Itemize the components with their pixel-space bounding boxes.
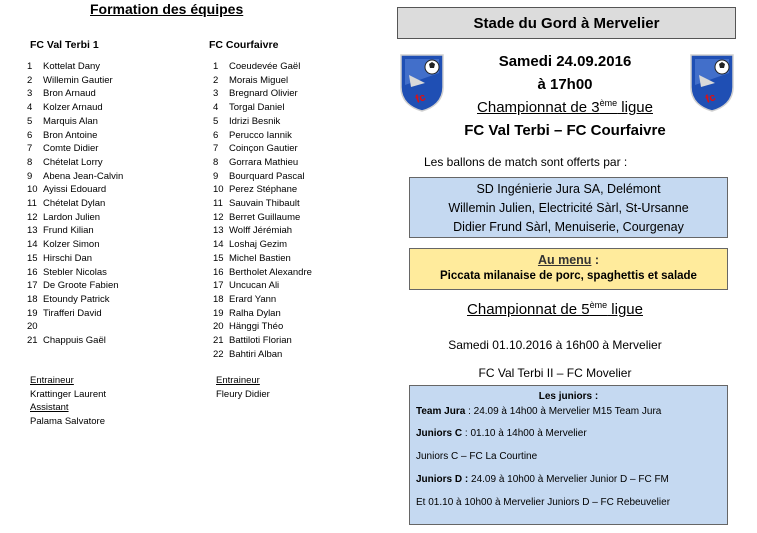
player-row [213,348,383,362]
player-name: Michel Bastien [229,252,291,264]
menu-label: Au menu : [537,253,600,267]
player-name: Chappuis Gaël [43,335,106,347]
player-row [27,115,197,129]
player-name: Stebler Nicolas [43,266,107,278]
player-name: Frund Kilian [43,225,94,237]
player-row [213,183,383,197]
player-row [213,74,383,88]
player-name: Uncucan Ali [229,280,280,292]
player-row [27,129,197,143]
player-number: 3 [213,88,219,100]
juniors-line: Juniors D : 24.09 à 10h00 à Mervelier Junior D – FC FM [416,474,669,485]
player-name: Idrizi Besnik [229,115,281,127]
player-row [27,74,197,88]
player-number: 19 [27,307,38,319]
player-row [27,293,197,307]
match-date: Samedi 24.09.2016 [498,53,632,70]
player-row [213,60,383,74]
juniors-title: Les juniors : [538,391,599,402]
player-row [27,60,197,74]
player-number: 2 [213,74,219,86]
player-number: 18 [213,293,224,305]
player-number: 9 [27,170,33,182]
player-row [213,266,383,280]
player-name: Hänggi Théo [229,321,284,333]
player-name: Lardon Julien [43,211,101,223]
player-name: Chételat Lorry [43,156,103,168]
player-row [27,238,197,252]
player-number: 11 [213,198,223,210]
player-number: 14 [213,239,224,251]
player-number: 11 [27,198,37,210]
player-number: 18 [27,293,38,305]
player-name: Erard Yann [229,293,277,305]
player-number: 4 [27,102,33,114]
player-name: Loshaj Gezim [229,239,288,251]
player-name: Bourquard Pascal [229,170,305,182]
player-name: Wolff Jérémiah [229,225,293,237]
player-name: Abena Jean-Calvin [43,170,124,182]
player-row [213,307,383,321]
player-name: Perez Stéphane [229,184,298,196]
player-name: Ayissi Edouard [43,184,107,196]
team1-roster [27,60,197,348]
player-row [27,156,197,170]
player-name: Kolzer Arnaud [43,102,103,114]
player-name: Hirschi Dan [43,252,93,264]
player-name: Coinçon Gautier [229,143,298,155]
player-number: 17 [213,280,224,292]
player-number: 4 [213,102,219,114]
stadium-header: Stade du Gord à Mervelier [397,7,736,39]
team2-name: FC Courfaivre [209,39,279,51]
juniors-line: Team Jura : 24.09 à 14h00 à Mervelier M15 Team Jura [416,406,662,417]
team2-coach-label: Entraineur [216,375,260,386]
team2-coach: Fleury Didier [216,388,270,400]
player-name: Willemin Gautier [43,74,113,86]
player-number: 7 [27,143,33,155]
menu-box [409,248,728,290]
player-row [213,238,383,252]
player-row [213,87,383,101]
sponsor-item: Willemin Julien, Electricité Sàrl, St-Ursanne [448,201,689,215]
sponsors-box [409,177,728,238]
player-name: Berret Guillaume [229,211,301,223]
player-name: Perucco Iannik [229,129,292,141]
player-name: Bron Antoine [43,129,98,141]
team1-coach: Krattinger Laurent [30,388,107,400]
player-row [213,101,383,115]
player-name: Chételat Dylan [43,198,106,210]
player-name: Etoundy Patrick [43,293,110,305]
player-number: 16 [27,266,38,278]
player-row [27,320,197,334]
player-number: 7 [213,143,219,155]
sponsor-item: Didier Frund Sàrl, Menuiserie, Courgenay [453,220,684,234]
player-name: Battiloti Florian [229,335,292,347]
player-row [27,224,197,238]
player-number: 5 [27,115,33,127]
player-number: 5 [213,115,219,127]
player-number: 1 [213,61,219,72]
player-row [27,211,197,225]
player-row [27,142,197,156]
juniors-box [409,385,728,525]
menu-text: Piccata milanaise de porc, spaghettis et salade [440,270,697,282]
player-name: Comte Didier [43,143,99,155]
team2-roster [213,60,383,361]
team1-coach-label: Entraineur [30,375,74,386]
player-number: 17 [27,280,38,292]
player-number: 15 [213,252,224,264]
team1-assistant: Palama Salvatore [30,415,105,427]
player-number: 19 [213,307,224,319]
player-name: Gorrara Mathieu [229,156,299,168]
player-number: 8 [27,156,33,168]
player-number: 22 [213,348,224,360]
player-row [27,266,197,280]
championship-3-title: Championnat de 3ème ligue [477,98,653,116]
player-row [213,170,383,184]
player-name: De Groote Fabien [43,280,119,292]
player-number: 10 [27,184,38,196]
player-number: 6 [213,129,219,141]
player-row [213,252,383,266]
player-name: Torgal Daniel [229,102,285,114]
player-row [27,197,197,211]
juniors-line: Et 01.10 à 10h00 à Mervelier Juniors D – FC Rebeuvelier [416,497,671,508]
player-number: 12 [213,211,224,223]
championship-5-title: Championnat de 5ème ligue [467,300,643,318]
player-row [27,101,197,115]
next-match-date: Samedi 01.10.2016 à 16h00 à Mervelier [448,338,662,352]
player-name: Kottelat Dany [43,61,101,72]
player-row [27,307,197,321]
player-row [27,170,197,184]
player-row [213,224,383,238]
player-row [27,279,197,293]
club-logo-icon [689,53,735,113]
player-row [213,156,383,170]
player-number: 16 [213,266,224,278]
match-time: à 17h00 [537,76,593,93]
player-number: 13 [27,225,38,237]
player-row [213,320,383,334]
match-teams: FC Val Terbi – FC Courfaivre [464,122,666,139]
player-row [213,211,383,225]
team1-name: FC Val Terbi 1 [30,39,99,51]
svg-text:fc: fc [703,91,718,106]
player-name: Bertholet Alexandre [229,266,312,278]
next-match-teams: FC Val Terbi II – FC Movelier [478,366,632,380]
player-name: Coeudevée Gaël [229,61,301,72]
player-number: 14 [27,239,38,251]
player-row [213,142,383,156]
player-number: 15 [27,252,38,264]
player-number: 12 [27,211,38,223]
player-number: 1 [27,61,33,72]
player-number: 2 [27,74,33,86]
player-row [213,293,383,307]
juniors-line: Juniors C : 01.10 à 14h00 à Mervelier [416,428,587,439]
team1-staff [30,374,106,428]
player-row [27,87,197,101]
player-number: 20 [213,321,224,333]
player-name: Tirafferi David [43,307,102,319]
player-name: Morais Miguel [229,74,289,86]
player-name: Marquis Alan [43,115,98,127]
sponsors-intro: Les ballons de match sont offerts par : [424,155,628,169]
player-row [213,197,383,211]
sponsor-item: SD Ingénierie Jura SA, Delémont [476,182,661,196]
player-row [27,183,197,197]
team2-staff [216,374,270,401]
player-name: Bahtiri Alban [229,348,283,360]
lineup-title: Formation des équipes [90,1,244,17]
player-row [213,279,383,293]
player-row [213,334,383,348]
player-number: 3 [27,88,33,100]
player-number: 9 [213,170,219,182]
player-name: Sauvain Thibault [229,198,300,210]
player-number: 13 [213,225,224,237]
team1-assistant-label: Assistant [30,402,69,413]
player-number: 20 [27,321,38,333]
player-name: Ralha Dylan [229,307,281,319]
player-name: Bregnard Olivier [229,88,298,100]
player-number: 6 [27,129,33,141]
club-logo-icon [399,53,445,113]
player-name: Kolzer Simon [43,239,100,251]
player-name: Bron Arnaud [43,88,96,100]
player-row [213,115,383,129]
player-row [27,334,197,348]
player-row [213,129,383,143]
player-row [27,252,197,266]
juniors-line: Juniors C – FC La Courtine [416,451,538,462]
player-number: 21 [27,335,38,347]
player-number: 8 [213,156,219,168]
svg-text:fc: fc [413,91,428,106]
player-number: 21 [213,335,224,347]
player-number: 10 [213,184,224,196]
